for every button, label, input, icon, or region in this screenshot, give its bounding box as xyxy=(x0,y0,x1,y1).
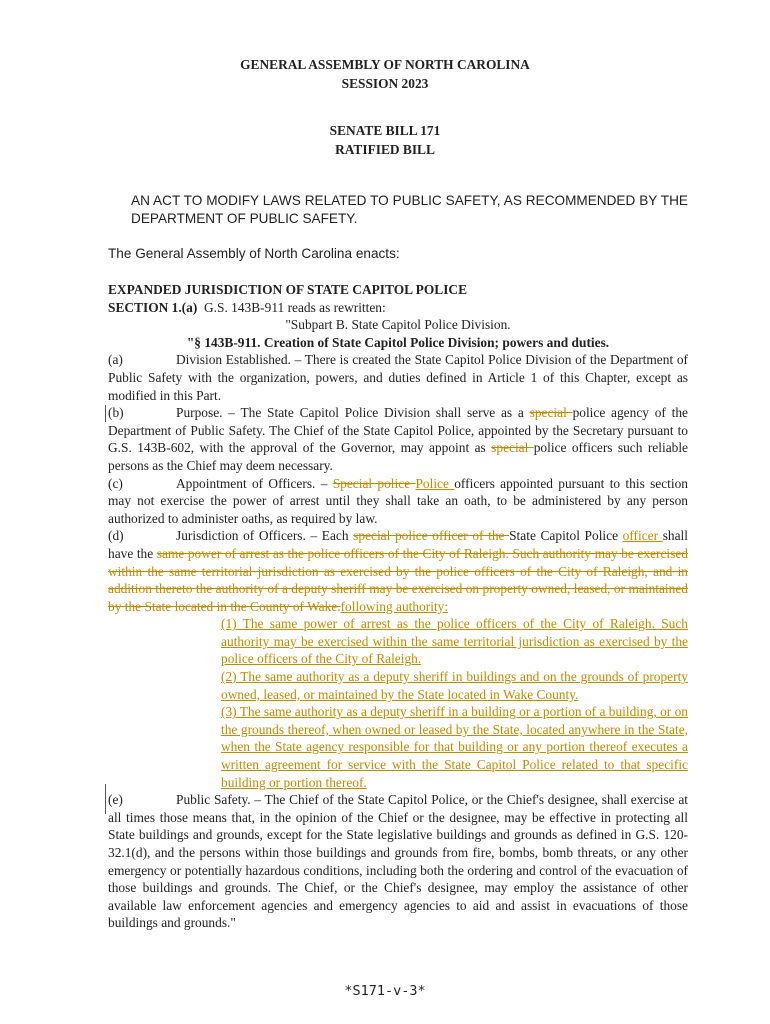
section-heading: EXPANDED JURISDICTION OF STATE CAPITOL POLICE xyxy=(108,282,468,297)
subsection-text: State Capitol Police xyxy=(509,528,623,544)
subsection-text: shall have the xyxy=(108,528,688,561)
revision-bar xyxy=(105,784,106,814)
subsection-a xyxy=(108,351,688,404)
inserted-subdivision-3: (3) The same authority as a deputy sheriff in a building or a portion of a building, or on the grounds thereof, when owned or leased by the State, located anywhere in the State, when the State agency responsible for that building or any portion thereof executes a written agreement for service with the State Capitol Police related to that specific building or portion thereof. xyxy=(221,704,688,790)
subsection-text: Division Established. – There is created the State Capitol Police Division of the Department of Public Safety with the organization, powers, and duties defined in Article 1 of this Chapter, except as modified in this Part. xyxy=(108,352,688,403)
subsection-text: Purpose. – The State Capitol Police Division shall serve as a xyxy=(176,405,530,421)
inserted-text: Police xyxy=(415,475,455,491)
enacting-clause: The General Assembly of North Carolina enacts: xyxy=(108,246,400,261)
deleted-text: special xyxy=(529,405,573,421)
document-footer-code: *S171-v-3* xyxy=(344,983,426,999)
section-intro-text: G.S. 143B-911 reads as rewritten: xyxy=(204,299,386,315)
deleted-text: special xyxy=(491,440,534,456)
statute-title: "§ 143B-911. Creation of State Capitol Police Division; powers and duties. xyxy=(186,334,610,350)
inserted-subdivision-2: (2) The same authority as a deputy sheriff in buildings and on the grounds of property owned, leased, or maintained by the State located in Wake County. xyxy=(221,669,688,702)
assembly-title: GENERAL ASSEMBLY OF NORTH CAROLINA xyxy=(240,57,530,72)
subsection-text: police agency of the Department of Public Safety. The Chief of the State Capitol Police, appointed by the Secretary pursuant to G.S. 143B-602, with the approval of the Governor, may appoint as xyxy=(108,405,689,456)
deleted-text: special police officer of the xyxy=(353,528,510,544)
deleted-text: same power of arrest as the police officers of the City of Raleigh. Such authority may be exercised within the same territorial jurisdiction as exercised by the police officers of the City of Raleigh, and in addition thereto the authority of a deputy sheriff may be exercised on property owned, leased, or maintained by the State located in the County of Wake. xyxy=(108,545,688,614)
session-title: SESSION 2023 xyxy=(341,75,429,91)
document-header xyxy=(0,56,770,93)
subsection-text: Public Safety. – The Chief of the State Capitol Police, or the Chief's designee, shall exercise at all times those means that, in the opinion of the Chief or the designee, may be effective in protecting all State buildings and grounds, except for the State legislative buildings and grounds as defined in G.S. 120-32.1(d), and the persons within those buildings and grounds from fire, bombs, bomb threats, or any other emergency or potentially hazardous conditions, including both the ordering and control of the evacuation of those buildings and grounds. The Chief, or the Chief's designee, may employ the assistance of other available law enforcement agencies and emergency agencies to aid and assist in evacuations of those buildings and grounds." xyxy=(108,792,688,931)
deleted-text: Special police xyxy=(332,475,416,491)
subsection-text: police officers such reliable persons as the Chief may deem necessary. xyxy=(108,440,688,473)
bill-body xyxy=(108,281,688,932)
subsection-text: officers appointed pursuant to this section may not exercise the power of arrest until they shall take an oath, to be administered by any person authorized to administer oaths, as required by law. xyxy=(108,475,689,526)
subsection-mark: (e) xyxy=(108,792,123,808)
inserted-subdivision-1: (1) The same power of arrest as the police officers of the City of Raleigh. Such authority may be exercised within the same territorial jurisdiction as exercised by the police officers of the City of Raleigh. xyxy=(221,616,688,667)
subsection-d xyxy=(108,527,688,615)
subsection-b xyxy=(108,404,688,474)
subsection-text: Appointment of Officers. – xyxy=(176,475,333,491)
subsection-e xyxy=(108,791,688,932)
subsection-mark: (c) xyxy=(108,475,123,491)
subsection-c xyxy=(108,475,688,528)
subsection-text: Jurisdiction of Officers. – Each xyxy=(176,528,354,544)
subsection-mark: (b) xyxy=(108,405,124,421)
bill-status: RATIFIED BILL xyxy=(335,141,435,157)
section-intro xyxy=(108,299,688,317)
revision-bar xyxy=(105,405,106,422)
section-label: SECTION 1.(a) xyxy=(108,299,198,315)
subpart-title: "Subpart B. State Capitol Police Division. xyxy=(285,317,511,333)
inserted-text: following authority: xyxy=(340,598,449,614)
inserted-text: officer xyxy=(622,528,663,544)
subsection-mark: (a) xyxy=(108,352,123,368)
subsection-mark: (d) xyxy=(108,528,124,544)
bill-number: SENATE BILL 171 xyxy=(329,123,441,138)
act-title: AN ACT TO MODIFY LAWS RELATED TO PUBLIC SAFETY, AS RECOMMENDED BY THE DEPARTMENT OF PUBLIC SAFETY. xyxy=(131,193,688,226)
bill-header xyxy=(0,122,770,159)
